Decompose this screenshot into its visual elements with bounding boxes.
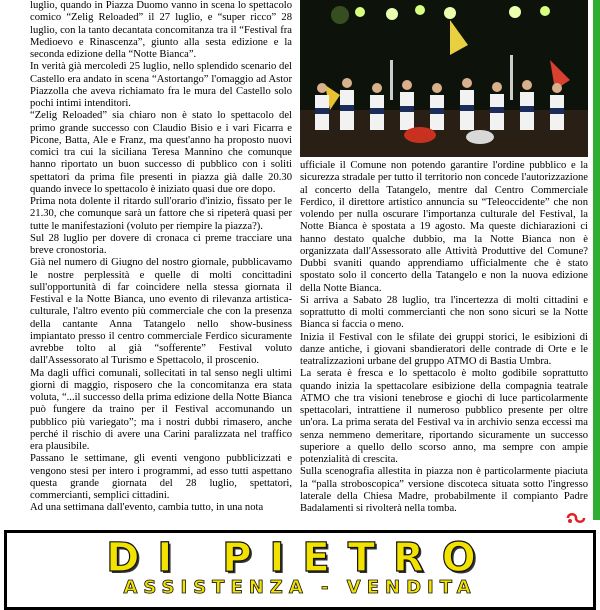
paragraph: Ad una settimana dall'evento, cambia tutto, in una nota [30,502,264,514]
paragraph: Prima nota dolente il ritardo sull'orario d'inizio, fissato per le 21.30, che comunque sarà un fattore che si ripeterà quasi per tutte le manifestazioni (voluto per riempire la piazza?). [30,196,292,232]
newspaper-logo-icon [566,511,586,523]
paragraph: In verità già mercoledì 25 luglio, nello splendido scenario del Castello era andato in scena “Astortango” l'omaggio ad Astor Piazzolla che aveva richiamato fra le mura del Castello solo pochi intimi intenditori. [30,61,292,109]
paragraph: La serata è fresca e lo spettacolo è molto godibile soprattutto quando inizia la spettacolare esibizione della compagnia teatrale ATMO che tra visioni tenebrose e giochi di luce particolarmente spettacolari, intrattiene il numeroso pubblico presente per oltre un'ora. La prima serata del Festival va in archivio senza eccessi ma senza nemmeno demeritare, riportando sicuramente un successo superiore a quello dello scorso anno, ma sempre con ampie potenzialità di crescita. [300,368,588,465]
advertisement-banner[interactable] [4,530,596,610]
paragraph: Ma dagli uffici comunali, sollecitati in tal senso negli ultimi giorni di maggio, risposero che la concomitanza era stata voluta, “...il successo della prima edizione della Notte Bianca può fungere da traino per il Festival accomunando un pubblico più variegato”; ma i nostri dubbi rimasero, anche perché il rischio di avere una Carini paralizzata nel traffico era plausibile. [30,367,292,452]
paragraph: Passano le settimane, gli eventi vengono pubblicizzati e vengono stesi per intero i programmi, ad esso tutti aspettano questa grande giornata del 28 luglio, spettatori, commercianti, semplici cittadini. [30,453,292,501]
paragraph: luglio, quando in Piazza Duomo vanno in scena lo spettacolo comico “Zelig Reloaded” il 27 luglio, e “super ricco” 28 luglio, con la tanto decantata concomitanza tra il “Festival fra Medioevo e Rinascenza”, giunto alla sesta edizione e la seconda edizione della “Notte Bianca”. [30,0,292,60]
ad-title: DI PIETRO [106,535,494,581]
article-column-left [30,0,292,515]
paragraph: “Zelig Reloaded” sia chiaro non è stato lo spettacolo del primo grande successo con Claudio Bisio e i vari Ficarra e Picone, Batta, Ale e Franz, ma quest'anno ha proposto nuovi comici tra cui la siciliana Teresa Mannino che comunque hanno riportato un buon successo di pubblico con i soliti spettatori da prima file presenti in piazza già dalle 20.30 quando invece lo spettacolo è iniziato quasi due ore dopo. [30,110,292,195]
paragraph: Si arriva a Sabato 28 luglio, tra l'incertezza di molti cittadini e soprattutto di molti commercianti che non sono sicuri se la Notte Bianca si faccia o meno. [300,294,588,331]
paragraph: Già nel numero di Giugno del nostro giornale, pubblicavamo le nostre perplessità e quelle di molti concittadini sull'opportunità di far coincidere nella stessa giornata il Festival e la Notte Bianca, uno evento di rilevanza artistica-culturale, l'altro evento più commerciale che con la presenza della cantante Anna Tatangelo nello show-business impiantato presso il centro commerciale Ferdico sicuramente avrebbe tolto al già “sofferente” Festival voluto dall'Assessorato al Turismo e Spettacolo, il proscenio. [30,257,292,367]
paragraph: ufficiale il Comune non potendo garantire l'ordine pubblico e la sicurezza stradale per tutto il territorio non concede l'autorizzazione al concerto della Tatangelo, mentre dal Centro Commerciale Ferdico, il direttore artistico annuncia su “Teleoccidente” che non volendo per nulla oscurare l'importanza culturale del Festival, la Notte Bianca è spostata a 19 agosto. Ma queste dichiarazioni ci hanno destato qualche dubbio, ma la Notte Bianca non è organizzata dall'Assessorato alle Attività Produttive del Comune? Dubbi svaniti quando apprendiamo ufficialmente che è stato spostato solo il concerto della Tatangelo e non la nuova edizione della Notte Bianca. [300,160,588,294]
festival-photo [300,0,588,157]
article-column-right [300,160,588,515]
paragraph: Inizia il Festival con le sfilate dei gruppi storici, le esibizioni di danze antiche, i giovani sbandieratori delle contrade di Orte e le teatralizzazioni urbane del gruppo ATMO di Bastia Umbra. [300,331,588,367]
page-side-bar [593,0,600,520]
paragraph: Sulla scenografia allestita in piazza non è particolarmente piaciuta la “palla stroboscopica” versione discoteca situata sotto l'ingresso laterale della Chiesa Madre, probabilmente il compianto Padre Badalamenti si rivolterà nella tomba. [300,466,588,514]
ad-subtitle: ASSISTENZA - VENDITA [123,577,477,598]
paragraph: Sul 28 luglio per dovere di cronaca ci preme tracciare una breve cronostoria. [30,232,292,256]
flag-bearers-photo-icon [300,0,588,157]
